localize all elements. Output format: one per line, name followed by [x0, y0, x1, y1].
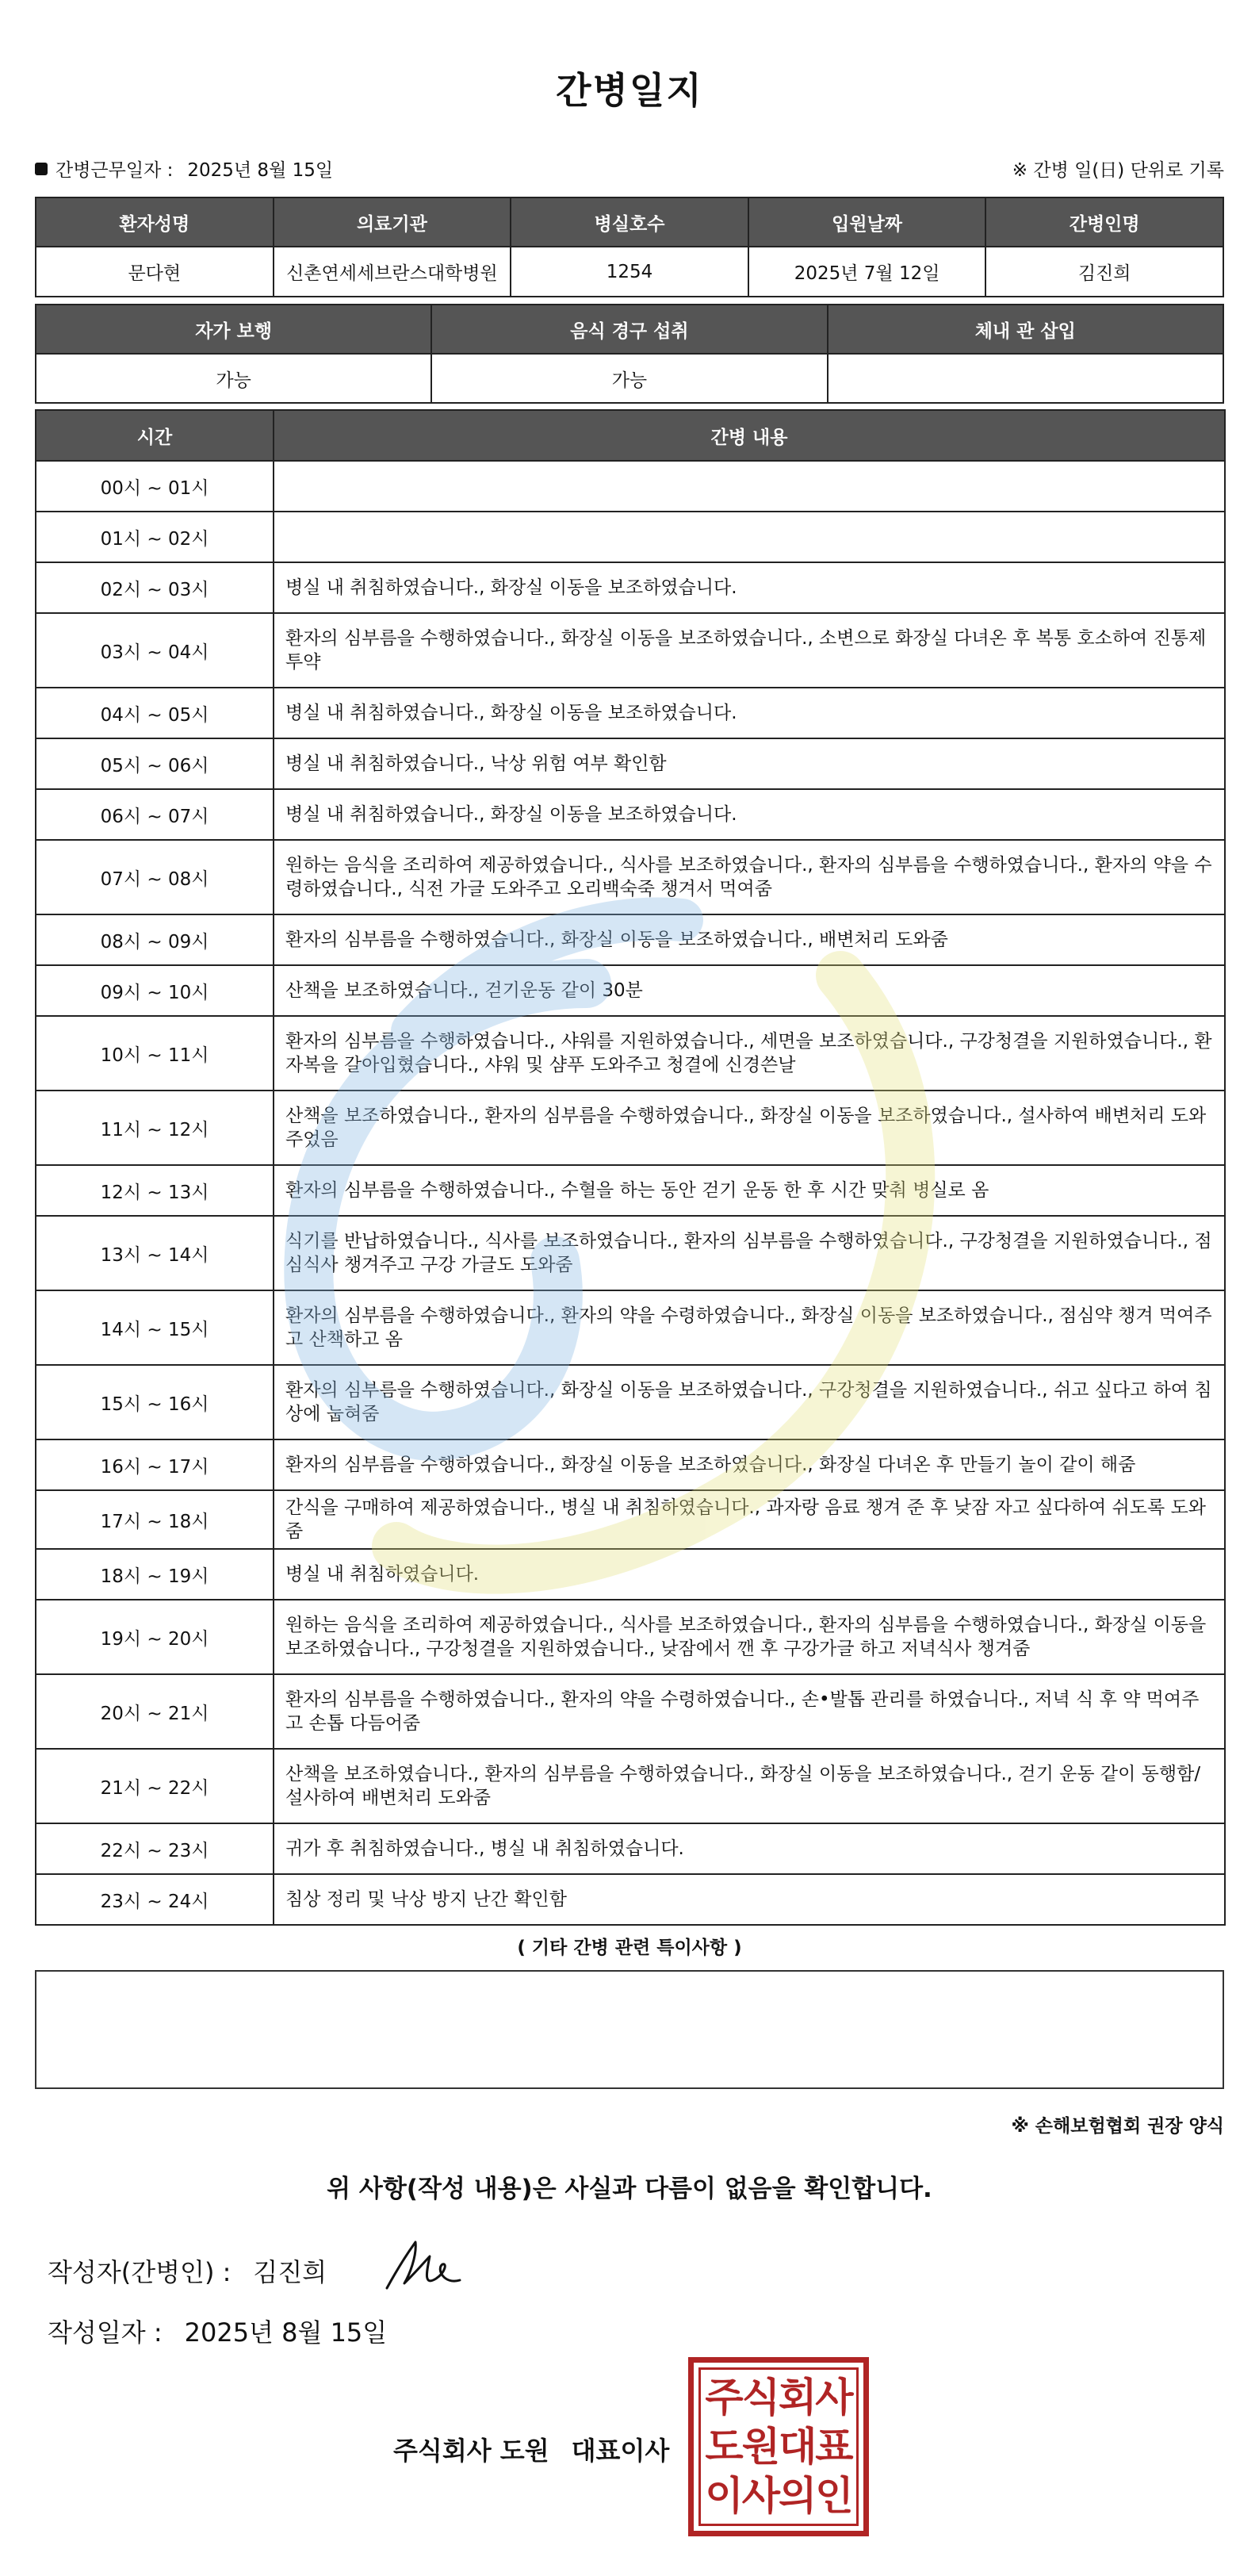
- row-time: 01시 ~ 02시: [36, 512, 274, 562]
- seal-text-row: 이사의인: [705, 2473, 852, 2519]
- patient-name: 문다현: [36, 247, 274, 297]
- bullet-square-icon: [35, 163, 48, 175]
- row-content: 병실 내 취침하였습니다., 낙상 위험 여부 확인함: [274, 738, 1225, 789]
- row-time: 19시 ~ 20시: [36, 1600, 274, 1674]
- row-time: 20시 ~ 21시: [36, 1674, 274, 1749]
- oral-intake-value: 가능: [431, 354, 827, 403]
- header-admission-date: 입원날짜: [748, 197, 986, 247]
- table-row: [36, 1749, 1225, 1823]
- row-time: 17시 ~ 18시: [36, 1490, 274, 1549]
- table-row: [36, 1290, 1225, 1365]
- table-row: [36, 789, 1225, 840]
- row-time: 10시 ~ 11시: [36, 1016, 274, 1091]
- seal-text-row: 도원대표: [705, 2424, 852, 2470]
- row-content: 병실 내 취침하였습니다., 화장실 이동을 보조하였습니다.: [274, 562, 1225, 613]
- row-time: 16시 ~ 17시: [36, 1439, 274, 1490]
- patient-status-header-row: [36, 305, 1223, 354]
- patient-info-header-row: [36, 197, 1223, 247]
- self-walking-value: 가능: [36, 354, 431, 403]
- patient-status-table: [35, 304, 1224, 404]
- confirm-statement: 위 사항(작성 내용)은 사실과 다름이 없음을 확인합니다.: [327, 2175, 932, 2203]
- table-row: [36, 1600, 1225, 1674]
- row-content: 간식을 구매하여 제공하였습니다., 병실 내 취침하였습니다., 과자랑 음료 챙겨 준 후 낮잠 자고 싶다하여 쉬도록 도와줌: [274, 1490, 1225, 1549]
- row-time: 21시 ~ 22시: [36, 1749, 274, 1823]
- table-row: [36, 1439, 1225, 1490]
- header-hospital: 의료기관: [274, 197, 511, 247]
- caregiver-name: 김진희: [985, 247, 1223, 297]
- header-tube-insertion: 체내 관 삽입: [828, 305, 1223, 354]
- row-content: 병실 내 취침하였습니다., 화장실 이동을 보조하였습니다.: [274, 789, 1225, 840]
- table-row: [36, 1016, 1225, 1091]
- recommend-note: ※ 손해보험협회 권장 양식: [1011, 2116, 1224, 2137]
- row-content: 원하는 음식을 조리하여 제공하였습니다., 식사를 보조하였습니다., 환자의 심부름을 수행하였습니다., 화장실 이동을 보조하였습니다., 구강청결을 지원하였습니다., 낮잠에서 깬 후 구강가글 하고 저녁식사 챙겨줌: [274, 1600, 1225, 1674]
- row-content: 산책을 보조하였습니다., 걷기운동 같이 30분: [274, 965, 1225, 1016]
- writer-label: 작성자(간병인) :: [48, 2257, 232, 2287]
- row-time: 15시 ~ 16시: [36, 1365, 274, 1439]
- row-time: 13시 ~ 14시: [36, 1216, 274, 1290]
- table-row: [36, 914, 1225, 965]
- seal-inner-frame: [698, 2367, 859, 2526]
- row-content: 원하는 음식을 조리하여 제공하였습니다., 식사를 보조하였습니다., 환자의 심부름을 수행하였습니다., 환자의 약을 수령하였습니다., 식전 가글 도와주고 오리백숙죽 챙겨서 먹여줌: [274, 840, 1225, 914]
- row-time: 07시 ~ 08시: [36, 840, 274, 914]
- table-row: [36, 613, 1225, 688]
- admission-date: 2025년 7월 12일: [748, 247, 986, 297]
- seal-text-row: 주식회사: [705, 2375, 852, 2421]
- row-content: 산책을 보조하였습니다., 환자의 심부름을 수행하였습니다., 화장실 이동을 보조하였습니다., 걷기 운동 같이 동행함/ 설사하여 배변처리 도와줌: [274, 1749, 1225, 1823]
- table-row: [36, 512, 1225, 562]
- row-content: [274, 461, 1225, 512]
- header-care-content: 간병 내용: [274, 410, 1225, 461]
- ceo-title: 대표이사: [571, 2436, 670, 2466]
- header-room-number: 병실호수: [511, 197, 748, 247]
- row-time: 18시 ~ 19시: [36, 1549, 274, 1600]
- notes-box: [35, 1970, 1224, 2089]
- table-row: [36, 1874, 1225, 1925]
- row-content: 환자의 심부름을 수행하였습니다., 환자의 약을 수령하였습니다., 손•발톱 관리를 하였습니다., 저녁 식 후 약 먹여주고 손톱 다듬어줌: [274, 1674, 1225, 1749]
- signature-icon: [381, 2233, 468, 2304]
- page-title: 간병일지: [556, 69, 703, 112]
- company-name: 주식회사 도원: [393, 2436, 549, 2466]
- table-row: [36, 965, 1225, 1016]
- row-content: 귀가 후 취침하였습니다., 병실 내 취침하였습니다.: [274, 1823, 1225, 1874]
- row-time: 12시 ~ 13시: [36, 1165, 274, 1216]
- table-row: [36, 738, 1225, 789]
- row-time: 09시 ~ 10시: [36, 965, 274, 1016]
- row-time: 11시 ~ 12시: [36, 1091, 274, 1165]
- work-date: [35, 155, 333, 182]
- care-log-header-row: [36, 410, 1225, 461]
- row-content: 식기를 반납하였습니다., 식사를 보조하였습니다., 환자의 심부름을 수행하였습니다., 구강청결을 지원하였습니다., 점심식사 챙겨주고 구강 가글도 도와줌: [274, 1216, 1225, 1290]
- row-content: 환자의 심부름을 수행하였습니다., 화장실 이동을 보조하였습니다., 소변으로 화장실 다녀온 후 복통 호소하여 진통제 투약: [274, 613, 1225, 688]
- row-content: 환자의 심부름을 수행하였습니다., 수혈을 하는 동안 걷기 운동 한 후 시간 맞춰 병실로 옴: [274, 1165, 1225, 1216]
- row-time: 08시 ~ 09시: [36, 914, 274, 965]
- row-time: 04시 ~ 05시: [36, 688, 274, 738]
- row-content: 산책을 보조하였습니다., 환자의 심부름을 수행하였습니다., 화장실 이동을 보조하였습니다., 설사하여 배변처리 도와주었음: [274, 1091, 1225, 1165]
- hospital-name: 신촌연세세브란스대학병원: [274, 247, 511, 297]
- patient-status-value-row: [36, 354, 1223, 403]
- room-number: 1254: [511, 247, 748, 297]
- row-content: [274, 512, 1225, 562]
- row-time: 02시 ~ 03시: [36, 562, 274, 613]
- row-time: 05시 ~ 06시: [36, 738, 274, 789]
- company-line: [393, 2431, 669, 2467]
- notes-title: ( 기타 간병 관련 특이사항 ): [517, 1938, 742, 1958]
- row-content: 환자의 심부름을 수행하였습니다., 화장실 이동을 보조하였습니다., 화장실 다녀온 후 만들기 놀이 같이 해줌: [274, 1439, 1225, 1490]
- table-row: [36, 562, 1225, 613]
- patient-info-table: [35, 197, 1224, 297]
- row-time: 00시 ~ 01시: [36, 461, 274, 512]
- table-row: [36, 1674, 1225, 1749]
- writer-name: 김진희: [253, 2257, 327, 2287]
- row-time: 22시 ~ 23시: [36, 1823, 274, 1874]
- row-content: 침상 정리 및 낙상 방지 난간 확인함: [274, 1874, 1225, 1925]
- date-label: 작성일자 :: [48, 2317, 163, 2348]
- header-caregiver-name: 간병인명: [985, 197, 1223, 247]
- table-row: [36, 1165, 1225, 1216]
- header-self-walking: 자가 보행: [36, 305, 431, 354]
- table-row: [36, 1823, 1225, 1874]
- tube-insertion-value: [828, 354, 1223, 403]
- table-row: [36, 1490, 1225, 1549]
- table-row: [36, 1365, 1225, 1439]
- meta-row: [35, 155, 1224, 184]
- table-row: [36, 1549, 1225, 1600]
- row-time: 06시 ~ 07시: [36, 789, 274, 840]
- table-row: [36, 1216, 1225, 1290]
- header-oral-intake: 음식 경구 섭취: [431, 305, 827, 354]
- header-patient-name: 환자성명: [36, 197, 274, 247]
- work-date-value: 2025년 8월 15일: [187, 160, 334, 181]
- table-row: [36, 840, 1225, 914]
- header-time: 시간: [36, 410, 274, 461]
- row-time: 14시 ~ 15시: [36, 1290, 274, 1365]
- row-content: 병실 내 취침하였습니다.: [274, 1549, 1225, 1600]
- care-log-table: [35, 409, 1226, 1926]
- table-row: [36, 1091, 1225, 1165]
- row-time: 03시 ~ 04시: [36, 613, 274, 688]
- patient-info-value-row: [36, 247, 1223, 297]
- company-seal: [688, 2357, 869, 2536]
- row-content: 환자의 심부름을 수행하였습니다., 샤워를 지원하였습니다., 세면을 보조하였습니다., 구강청결을 지원하였습니다., 환자복을 갈아입혔습니다., 샤워 및 샴푸 도와주고 청결에 신경쓴날: [274, 1016, 1225, 1091]
- writer-line: [48, 2252, 327, 2289]
- date-line: [48, 2313, 387, 2349]
- row-content: 환자의 심부름을 수행하였습니다., 화장실 이동을 보조하였습니다., 구강청결을 지원하였습니다., 쉬고 싶다고 하여 침상에 눕혀줌: [274, 1365, 1225, 1439]
- date-value: 2025년 8월 15일: [184, 2317, 388, 2348]
- unit-note: ※ 간병 일(日) 단위로 기록: [1012, 160, 1224, 181]
- row-content: 환자의 심부름을 수행하였습니다., 환자의 약을 수령하였습니다., 화장실 이동을 보조하였습니다., 점심약 챙겨 먹여주고 산책하고 옴: [274, 1290, 1225, 1365]
- row-content: 환자의 심부름을 수행하였습니다., 화장실 이동을 보조하였습니다., 배변처리 도와줌: [274, 914, 1225, 965]
- row-time: 23시 ~ 24시: [36, 1874, 274, 1925]
- table-row: [36, 461, 1225, 512]
- table-row: [36, 688, 1225, 738]
- work-date-label: 간병근무일자 :: [55, 160, 174, 181]
- row-content: 병실 내 취침하였습니다., 화장실 이동을 보조하였습니다.: [274, 688, 1225, 738]
